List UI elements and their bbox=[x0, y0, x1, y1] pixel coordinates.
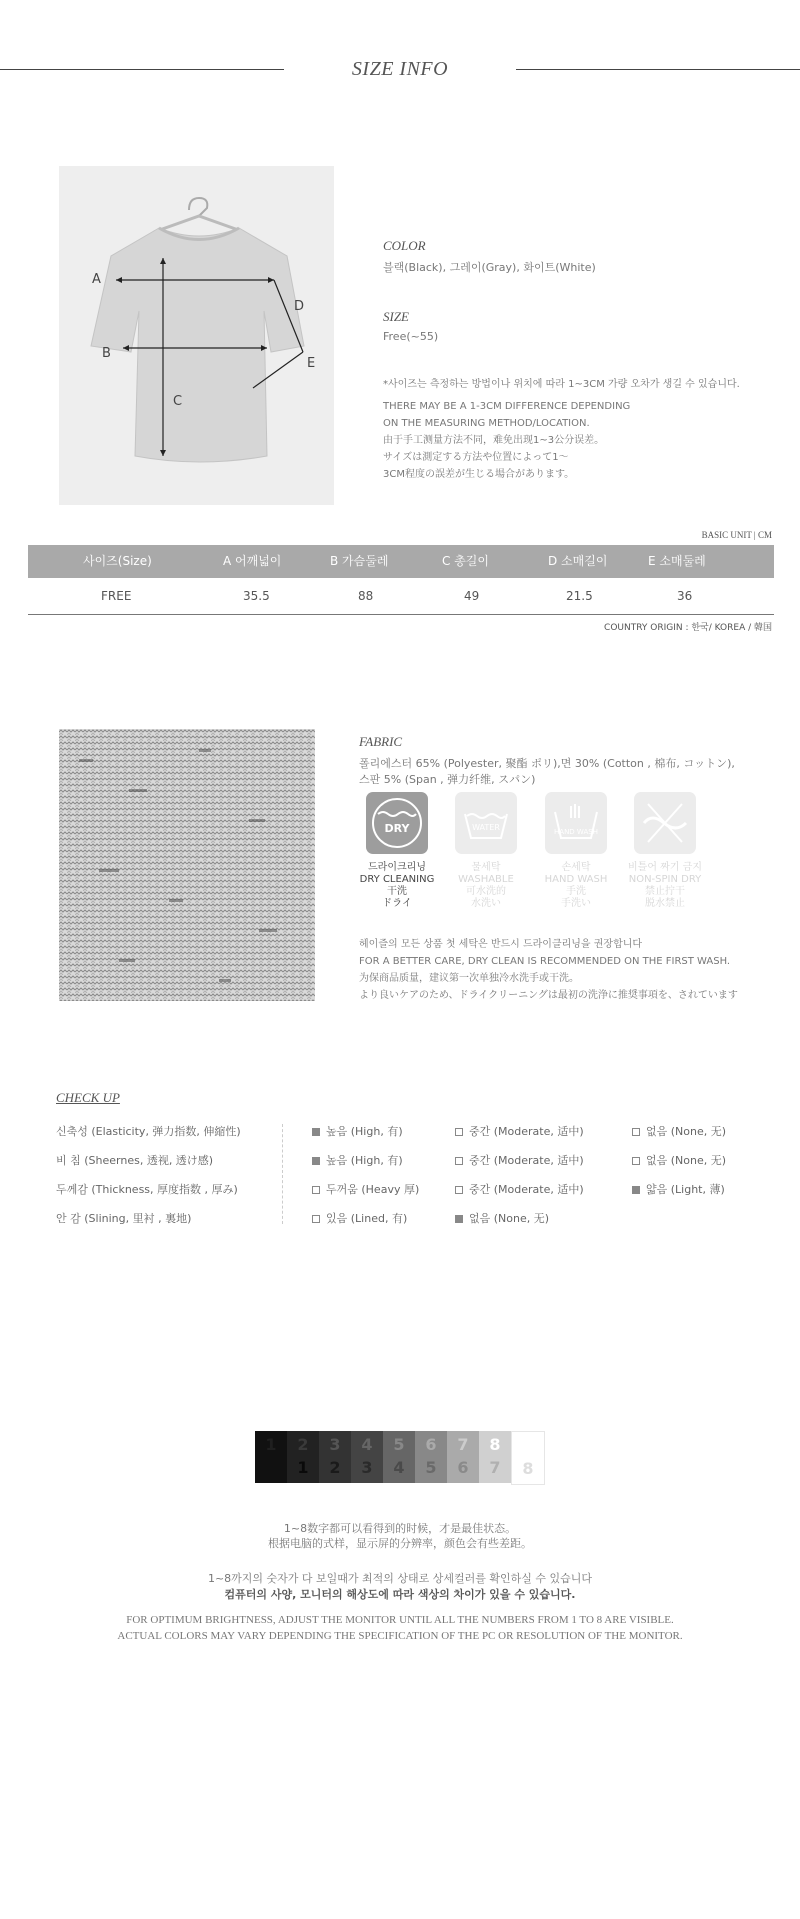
option-label: 중간 (Moderate, 适中) bbox=[469, 1183, 584, 1196]
checkup-option bbox=[312, 1181, 419, 1197]
calibration-swatch bbox=[415, 1431, 447, 1483]
option-label: 없음 (None, 无) bbox=[646, 1125, 727, 1138]
care-line: 干洗 bbox=[387, 886, 407, 897]
calibration-note-kr-2: 컴퓨터의 사양, 모니터의 해상도에 따라 색상의 차이가 있을 수 있습니다. bbox=[224, 1588, 576, 1601]
water-wash-icon bbox=[455, 792, 517, 854]
checkup-option bbox=[632, 1181, 725, 1197]
care-line: DRY CLEANING bbox=[359, 874, 435, 885]
option-label: 두꺼움 (Heavy 厚) bbox=[326, 1183, 420, 1196]
calibration-note-kr-1: 1~8까지의 숫자가 다 보일때가 최적의 상태로 상세컬러를 확인하실 수 있습니다 bbox=[207, 1572, 593, 1585]
table-cell: 21.5 bbox=[566, 589, 593, 603]
swatch-number-bottom: 2 bbox=[329, 1458, 341, 1477]
table-cell: FREE bbox=[101, 589, 132, 603]
care-line: 手洗い bbox=[561, 898, 591, 909]
checkup-row-label: 안 감 (Slining, 里衬 , 裏地) bbox=[56, 1212, 192, 1225]
checkbox-empty-icon bbox=[455, 1186, 463, 1194]
swatch-number-bottom: 5 bbox=[425, 1458, 437, 1477]
svg-text:WATER: WATER bbox=[472, 823, 500, 832]
no-wring-icon bbox=[634, 792, 696, 854]
swatch-number-bottom: 1 bbox=[297, 1458, 309, 1477]
note-line: THERE MAY BE A 1-3CM DIFFERENCE DEPENDING bbox=[383, 401, 631, 412]
care-label-hand bbox=[526, 862, 626, 910]
care-line: HAND WASH bbox=[544, 874, 608, 885]
swatch-number-top: 1 bbox=[265, 1435, 277, 1454]
knit-texture bbox=[59, 729, 315, 1001]
care-line: ドライ bbox=[382, 898, 412, 909]
option-label: 있음 (Lined, 有) bbox=[326, 1212, 408, 1225]
checkup-divider bbox=[282, 1124, 283, 1224]
swatch-number-top: 5 bbox=[393, 1435, 405, 1454]
care-line: 禁止拧干 bbox=[645, 886, 685, 897]
note-line: サイズは測定する方法や位置によって1～ bbox=[383, 452, 569, 463]
option-label: 높음 (High, 有) bbox=[326, 1154, 403, 1167]
swatch-number-top: 3 bbox=[329, 1435, 341, 1454]
fabric-image bbox=[59, 729, 315, 1001]
checkbox-filled-icon bbox=[312, 1157, 320, 1165]
care-line: 水洗い bbox=[471, 898, 501, 909]
swatch-number-bottom: 8 bbox=[522, 1459, 534, 1478]
table-header-cell: B 가슴둘레 bbox=[330, 554, 389, 568]
note-line: 由于手工测量方法不同，难免出现1~3公分误差。 bbox=[383, 435, 605, 446]
care-label-water bbox=[436, 862, 536, 910]
care-line: 手洗 bbox=[566, 886, 586, 897]
swatch-number-top: 2 bbox=[297, 1435, 309, 1454]
tshirt-illustration bbox=[59, 166, 334, 505]
calibration-swatch bbox=[447, 1431, 479, 1483]
swatch-number-bottom: 7 bbox=[489, 1458, 501, 1477]
checkbox-empty-icon bbox=[312, 1215, 320, 1223]
fabric-composition-2: 스판 5% (Span , 弹力纤维, スパン) bbox=[359, 773, 536, 786]
checkbox-filled-icon bbox=[632, 1186, 640, 1194]
checkup-option bbox=[455, 1181, 584, 1197]
table-cell: 36 bbox=[677, 589, 693, 603]
color-label: COLOR bbox=[383, 238, 426, 253]
measure-label-d: D bbox=[294, 299, 305, 314]
fabric-composition-1: 폴리에스터 65% (Polyester, 聚酯 ポリ),면 30% (Cotton , 棉布, コットン), bbox=[359, 757, 735, 770]
care-line: 可水洗的 bbox=[466, 886, 506, 897]
checkbox-empty-icon bbox=[632, 1157, 640, 1165]
option-label: 없음 (None, 无) bbox=[469, 1212, 550, 1225]
size-label: SIZE bbox=[383, 309, 409, 324]
measure-label-b: B bbox=[102, 346, 111, 361]
calibration-swatch bbox=[351, 1431, 383, 1483]
note-line: ON THE MEASURING METHOD/LOCATION. bbox=[383, 418, 590, 429]
checkup-row-label: 신축성 (Elasticity, 弹力指数, 伸縮性) bbox=[56, 1125, 241, 1138]
swatch-number-top: 6 bbox=[425, 1435, 437, 1454]
checkup-option bbox=[632, 1123, 726, 1139]
care-line: 비틀어 짜기 금지 bbox=[628, 862, 702, 873]
checkup-row-label: 비 침 (Sheernes, 透视, 透け感) bbox=[56, 1154, 214, 1167]
care-line: WASHABLE bbox=[458, 874, 514, 885]
measure-label-e: E bbox=[307, 356, 316, 371]
checkup-option bbox=[455, 1210, 549, 1226]
checkup-option bbox=[632, 1152, 726, 1168]
calibration-swatch bbox=[479, 1431, 511, 1483]
table-header-cell: E 소매둘레 bbox=[648, 554, 706, 568]
swatch-number-bottom: 4 bbox=[393, 1458, 405, 1477]
calibration-swatch bbox=[511, 1431, 545, 1485]
table-cell: 88 bbox=[358, 589, 374, 603]
unit-label: BASIC UNIT | CM bbox=[701, 530, 772, 540]
care-line: 물세탁 bbox=[471, 862, 501, 873]
country-origin: COUNTRY ORIGIN : 한국/ KOREA / 韓国 bbox=[604, 623, 772, 633]
table-header-cell: C 총길이 bbox=[442, 554, 489, 568]
care-label-nospin bbox=[615, 862, 715, 910]
swatch-number-top: 4 bbox=[361, 1435, 373, 1454]
swatch-number-bottom: 6 bbox=[457, 1458, 469, 1477]
checkup-option bbox=[455, 1123, 584, 1139]
note-line: *사이즈는 측정하는 방법이나 위치에 따라 1~3CM 가량 오차가 생길 수 있습니다. bbox=[383, 379, 740, 390]
fabric-label: FABRIC bbox=[359, 734, 403, 749]
checkbox-empty-icon bbox=[455, 1128, 463, 1136]
hand-wash-icon bbox=[545, 792, 607, 854]
page-title: SIZE INFO bbox=[351, 58, 449, 80]
checkup-row-label: 두께감 (Thickness, 厚度指数 , 厚み) bbox=[56, 1183, 238, 1196]
table-bottom-rule bbox=[28, 614, 774, 615]
calibration-swatch bbox=[319, 1431, 351, 1483]
option-label: 없음 (None, 无) bbox=[646, 1154, 727, 1167]
calibration-note-en-1: FOR OPTIMUM BRIGHTNESS, ADJUST THE MONITOR UNTIL ALL THE NUMBERS FROM 1 TO 8 ARE VISIBLE. bbox=[126, 1614, 674, 1626]
table-header-cell: A 어깨넓이 bbox=[223, 554, 282, 568]
size-value: Free(~55) bbox=[383, 330, 439, 343]
care-line: NON-SPIN DRY bbox=[628, 874, 702, 885]
calibration-swatch bbox=[287, 1431, 319, 1483]
wash-note-line: より良いケアのため、ドライクリーニングは最初の洗浄に推奨事項を、されています bbox=[359, 990, 738, 1001]
product-image bbox=[59, 166, 334, 505]
checkbox-empty-icon bbox=[455, 1157, 463, 1165]
option-label: 중간 (Moderate, 适中) bbox=[469, 1154, 584, 1167]
calibration-note-cn-1: 1~8数字都可以看得到的时候，才是最佳状态。 bbox=[283, 1522, 517, 1535]
option-label: 얇음 (Light, 薄) bbox=[646, 1183, 725, 1196]
swatch-number-bottom: 3 bbox=[361, 1458, 373, 1477]
calibration-note-cn-2: 根据电脑的式样，显示屏的分辨率，颜色会有些差距。 bbox=[268, 1537, 532, 1550]
svg-text:HAND WASH: HAND WASH bbox=[554, 828, 598, 836]
measure-label-c: C bbox=[173, 394, 183, 409]
checkbox-filled-icon bbox=[312, 1128, 320, 1136]
calibration-swatch bbox=[383, 1431, 415, 1483]
size-table-header bbox=[28, 545, 774, 578]
checkbox-filled-icon bbox=[455, 1215, 463, 1223]
checkup-title: CHECK UP bbox=[56, 1090, 120, 1105]
calibration-swatch bbox=[255, 1431, 287, 1483]
checkup-option bbox=[312, 1210, 407, 1226]
dry-clean-icon bbox=[366, 792, 428, 854]
wash-note-line: FOR A BETTER CARE, DRY CLEAN IS RECOMMENDED ON THE FIRST WASH. bbox=[359, 956, 731, 967]
table-cell: 35.5 bbox=[243, 589, 270, 603]
wash-notes bbox=[359, 936, 738, 1004]
svg-text:DRY: DRY bbox=[384, 822, 410, 835]
option-label: 높음 (High, 有) bbox=[326, 1125, 403, 1138]
care-line: 드라이크리닝 bbox=[368, 862, 426, 873]
care-label-dry bbox=[347, 862, 447, 910]
care-line: 손세탁 bbox=[561, 862, 591, 873]
color-value: 블랙(Black), 그레이(Gray), 화이트(White) bbox=[383, 261, 596, 274]
table-header-cell: D 소매길이 bbox=[548, 554, 608, 568]
table-header-cell: 사이즈(Size) bbox=[83, 554, 152, 568]
care-line: 脱水禁止 bbox=[645, 898, 685, 909]
option-label: 중간 (Moderate, 适中) bbox=[469, 1125, 584, 1138]
checkbox-empty-icon bbox=[632, 1128, 640, 1136]
note-line: 3CM程度の誤差が生じる場合があります。 bbox=[383, 469, 575, 480]
swatch-number-top: 8 bbox=[489, 1435, 501, 1454]
measure-label-a: A bbox=[92, 272, 101, 287]
checkup-option bbox=[312, 1152, 403, 1168]
wash-note-line: 为保商品质量，建议第一次单独冷水洗手或干洗。 bbox=[359, 973, 579, 984]
table-cell: 49 bbox=[464, 589, 480, 603]
calibration-note-en-2: ACTUAL COLORS MAY VARY DEPENDING THE SPECIFICATION OF THE PC OR RESOLUTION OF THE MONITOR. bbox=[117, 1630, 683, 1642]
measurement-note bbox=[383, 376, 783, 483]
swatch-number-top: 7 bbox=[457, 1435, 469, 1454]
checkbox-empty-icon bbox=[312, 1186, 320, 1194]
checkup-option bbox=[455, 1152, 584, 1168]
checkup-option bbox=[312, 1123, 403, 1139]
wash-note-line: 헤이즐의 모든 상품 첫 세탁은 반드시 드라이클리닝을 권장합니다 bbox=[359, 939, 643, 950]
